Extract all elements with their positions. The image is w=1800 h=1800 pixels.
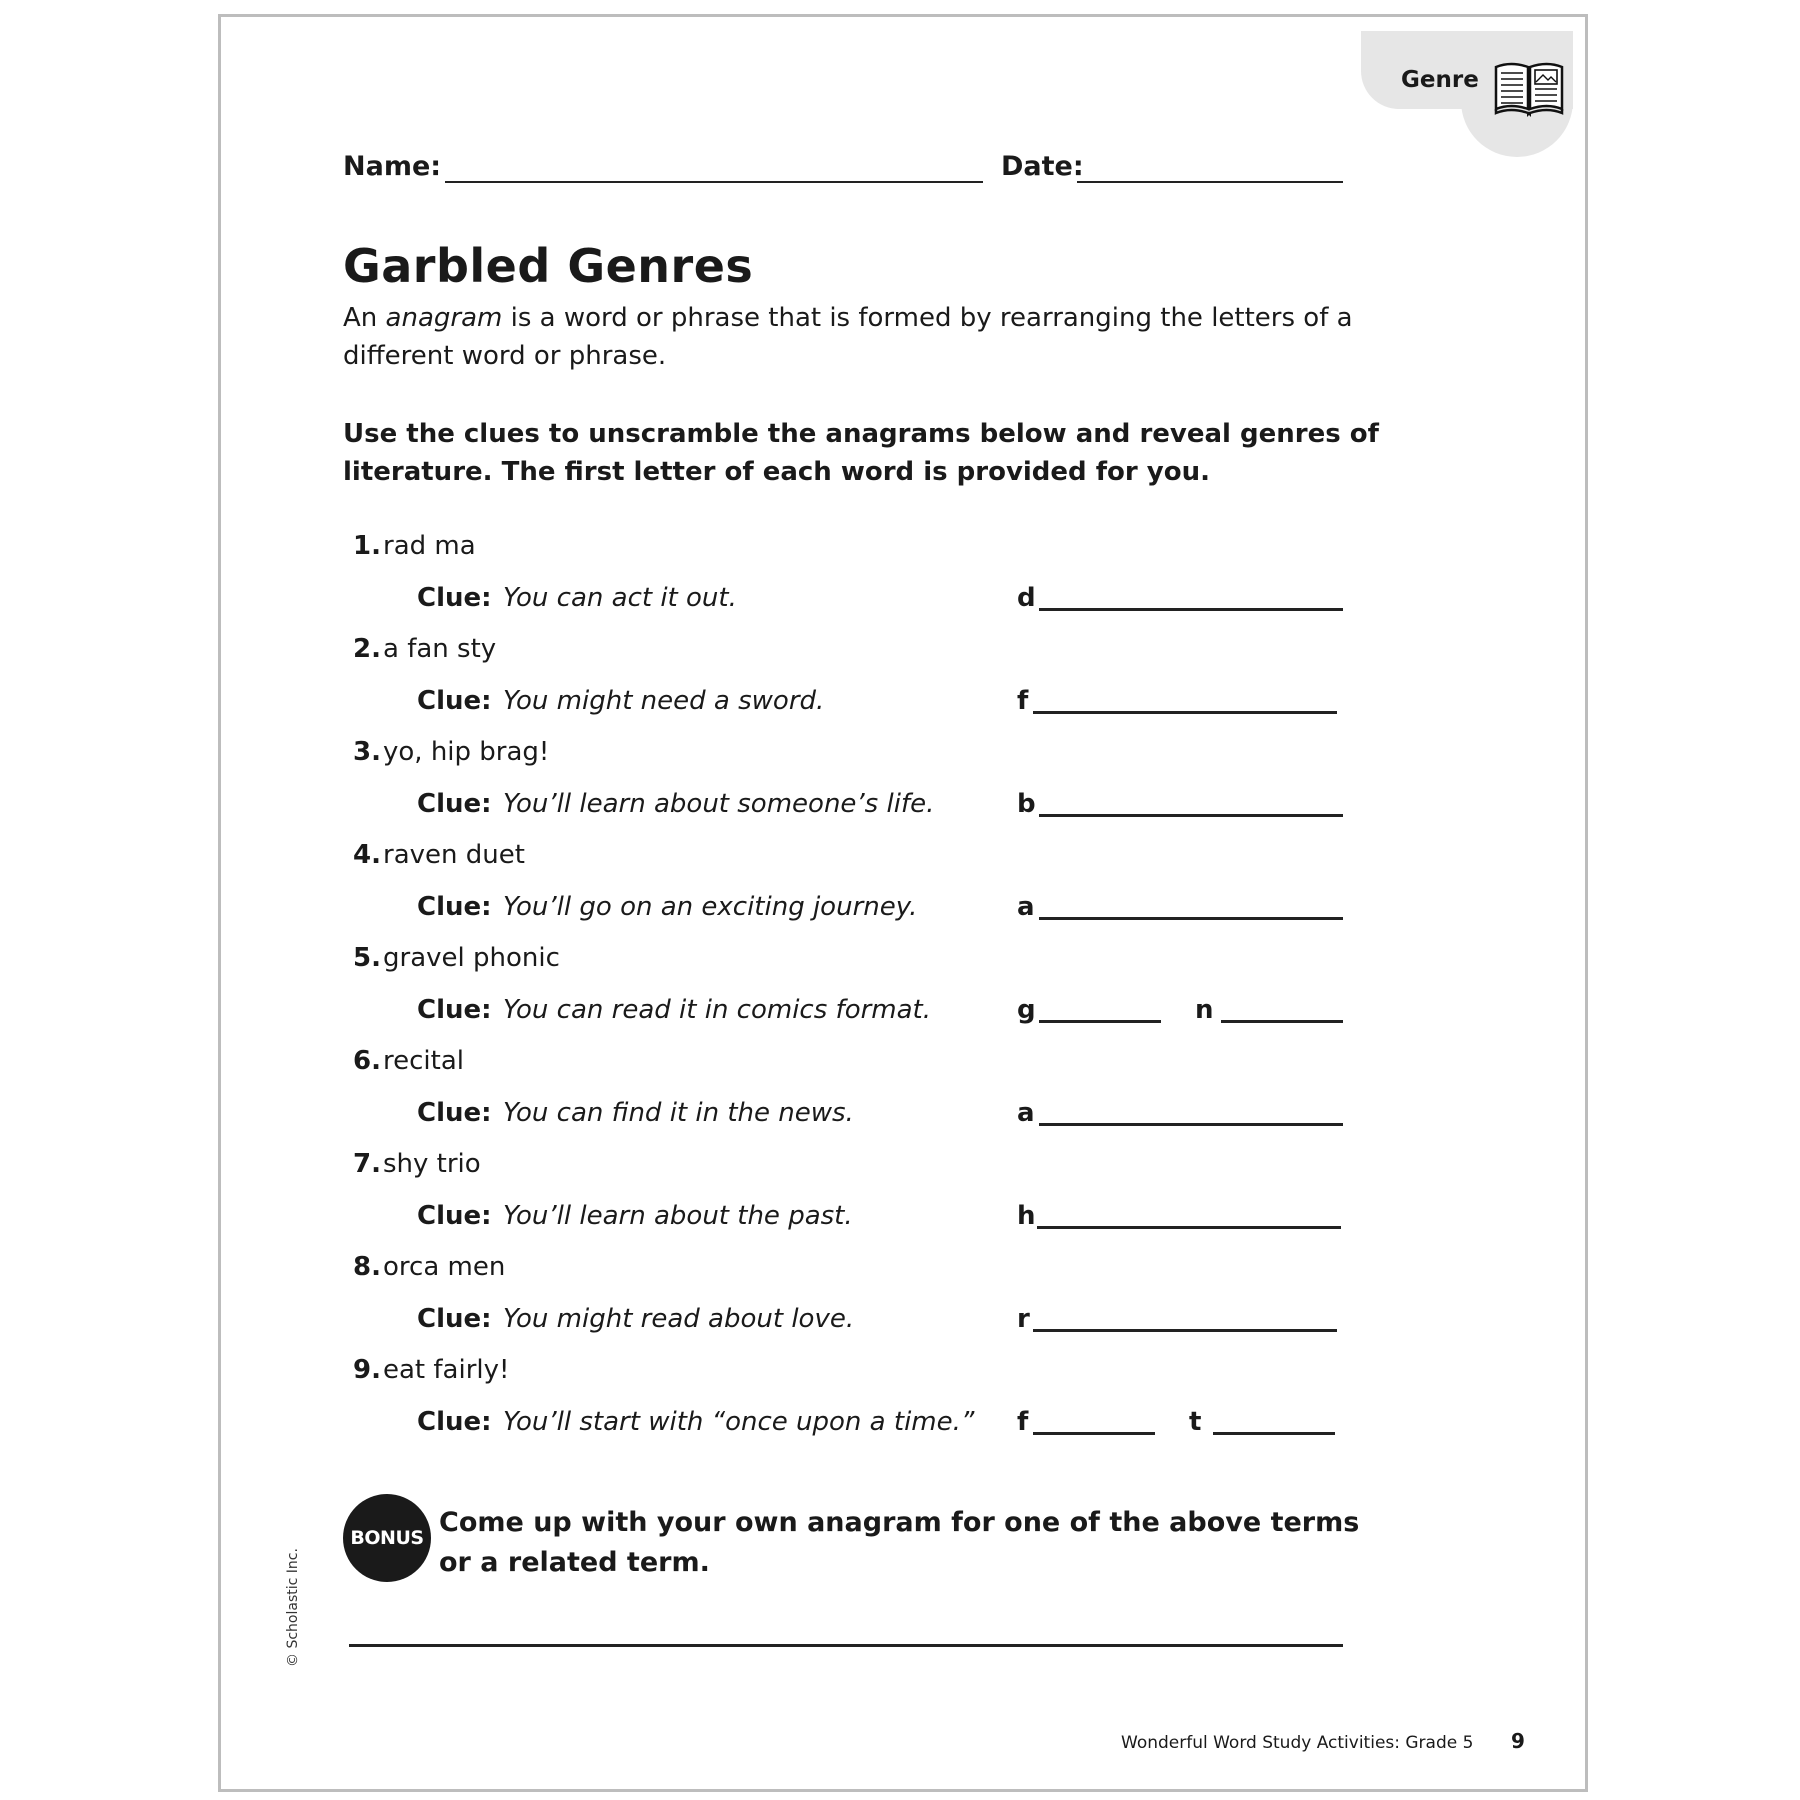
question-number: 3. bbox=[353, 737, 381, 767]
date-label: Date: bbox=[1001, 151, 1084, 182]
bonus-answer-field[interactable] bbox=[349, 1644, 1343, 1647]
answer-first-letter: a bbox=[1017, 892, 1035, 922]
genre-tab-label: Genre bbox=[1401, 67, 1479, 93]
answer-field[interactable] bbox=[1039, 1020, 1161, 1023]
page-number: 9 bbox=[1511, 1729, 1525, 1753]
footer-book-title: Wonderful Word Study Activities: Grade 5 bbox=[1121, 1733, 1474, 1753]
clue-label: Clue: bbox=[417, 1098, 492, 1128]
clue-label: Clue: bbox=[417, 686, 492, 716]
clue-text: You’ll go on an exciting journey. bbox=[503, 892, 918, 922]
question-number: 7. bbox=[353, 1149, 381, 1179]
answer-field[interactable] bbox=[1221, 1020, 1343, 1023]
answer-first-letter: b bbox=[1017, 789, 1036, 819]
answer-first-letter: h bbox=[1017, 1201, 1036, 1231]
answer-field[interactable] bbox=[1039, 1123, 1343, 1126]
question-anagram: raven duet bbox=[383, 840, 525, 870]
instructions: Use the clues to unscramble the anagrams below and reveal genres of literature. The first letter of each word is provided for you. bbox=[343, 419, 1379, 487]
answer-field[interactable] bbox=[1213, 1432, 1335, 1435]
answer-first-letter: t bbox=[1189, 1407, 1202, 1437]
question-anagram: recital bbox=[383, 1046, 464, 1076]
question-number: 4. bbox=[353, 840, 381, 870]
clue-text: You can read it in comics format. bbox=[503, 995, 932, 1025]
question-anagram: shy trio bbox=[383, 1149, 481, 1179]
clue-label: Clue: bbox=[417, 995, 492, 1025]
copyright-notice: © Scholastic Inc. bbox=[285, 1548, 301, 1667]
clue-label: Clue: bbox=[417, 789, 492, 819]
question-anagram: rad ma bbox=[383, 531, 476, 561]
answer-field[interactable] bbox=[1039, 608, 1343, 611]
page-title: Garbled Genres bbox=[343, 239, 754, 293]
name-label: Name: bbox=[343, 151, 442, 182]
answer-field[interactable] bbox=[1039, 814, 1343, 817]
intro-suffix: is a word or phrase that is formed by rearranging the letters of a different word or phrase. bbox=[343, 303, 1353, 371]
clue-text: You might need a sword. bbox=[503, 686, 825, 716]
answer-field[interactable] bbox=[1033, 1329, 1337, 1332]
worksheet-page bbox=[218, 14, 1588, 1792]
answer-field[interactable] bbox=[1037, 1226, 1341, 1229]
clue-label: Clue: bbox=[417, 1407, 492, 1437]
answer-first-letter: n bbox=[1195, 995, 1214, 1025]
date-field[interactable] bbox=[1077, 181, 1343, 183]
answer-first-letter: g bbox=[1017, 995, 1036, 1025]
clue-label: Clue: bbox=[417, 892, 492, 922]
answer-field[interactable] bbox=[1039, 917, 1343, 920]
clue-text: You can act it out. bbox=[503, 583, 737, 613]
clue-text: You can find it in the news. bbox=[503, 1098, 854, 1128]
question-number: 1. bbox=[353, 531, 381, 561]
clue-label: Clue: bbox=[417, 1304, 492, 1334]
clue-text: You’ll learn about someone’s life. bbox=[503, 789, 935, 819]
intro-prefix: An bbox=[343, 303, 386, 333]
intro-paragraph bbox=[343, 299, 1383, 375]
name-field[interactable] bbox=[445, 181, 983, 183]
question-anagram: gravel phonic bbox=[383, 943, 560, 973]
question-number: 6. bbox=[353, 1046, 381, 1076]
question-anagram: eat fairly! bbox=[383, 1355, 510, 1385]
question-anagram: a fan sty bbox=[383, 634, 497, 664]
clue-label: Clue: bbox=[417, 1201, 492, 1231]
question-anagram: orca men bbox=[383, 1252, 506, 1282]
clue-text: You might read about love. bbox=[503, 1304, 855, 1334]
clue-text: You’ll start with “once upon a time.” bbox=[503, 1407, 975, 1437]
question-number: 8. bbox=[353, 1252, 381, 1282]
answer-first-letter: r bbox=[1017, 1304, 1030, 1334]
answer-field[interactable] bbox=[1033, 1432, 1155, 1435]
bonus-badge: BONUS bbox=[343, 1494, 431, 1582]
answer-first-letter: f bbox=[1017, 1407, 1029, 1437]
question-anagram: yo, hip brag! bbox=[383, 737, 550, 767]
answer-first-letter: d bbox=[1017, 583, 1036, 613]
clue-label: Clue: bbox=[417, 583, 492, 613]
open-book-icon bbox=[1493, 59, 1565, 117]
clue-text: You’ll learn about the past. bbox=[503, 1201, 853, 1231]
question-number: 2. bbox=[353, 634, 381, 664]
answer-first-letter: f bbox=[1017, 686, 1029, 716]
intro-italic-word: anagram bbox=[385, 303, 503, 333]
answer-field[interactable] bbox=[1033, 711, 1337, 714]
question-number: 9. bbox=[353, 1355, 381, 1385]
answer-first-letter: a bbox=[1017, 1098, 1035, 1128]
question-number: 5. bbox=[353, 943, 381, 973]
bonus-prompt: Come up with your own anagram for one of the above terms or a related term. bbox=[439, 1507, 1360, 1578]
